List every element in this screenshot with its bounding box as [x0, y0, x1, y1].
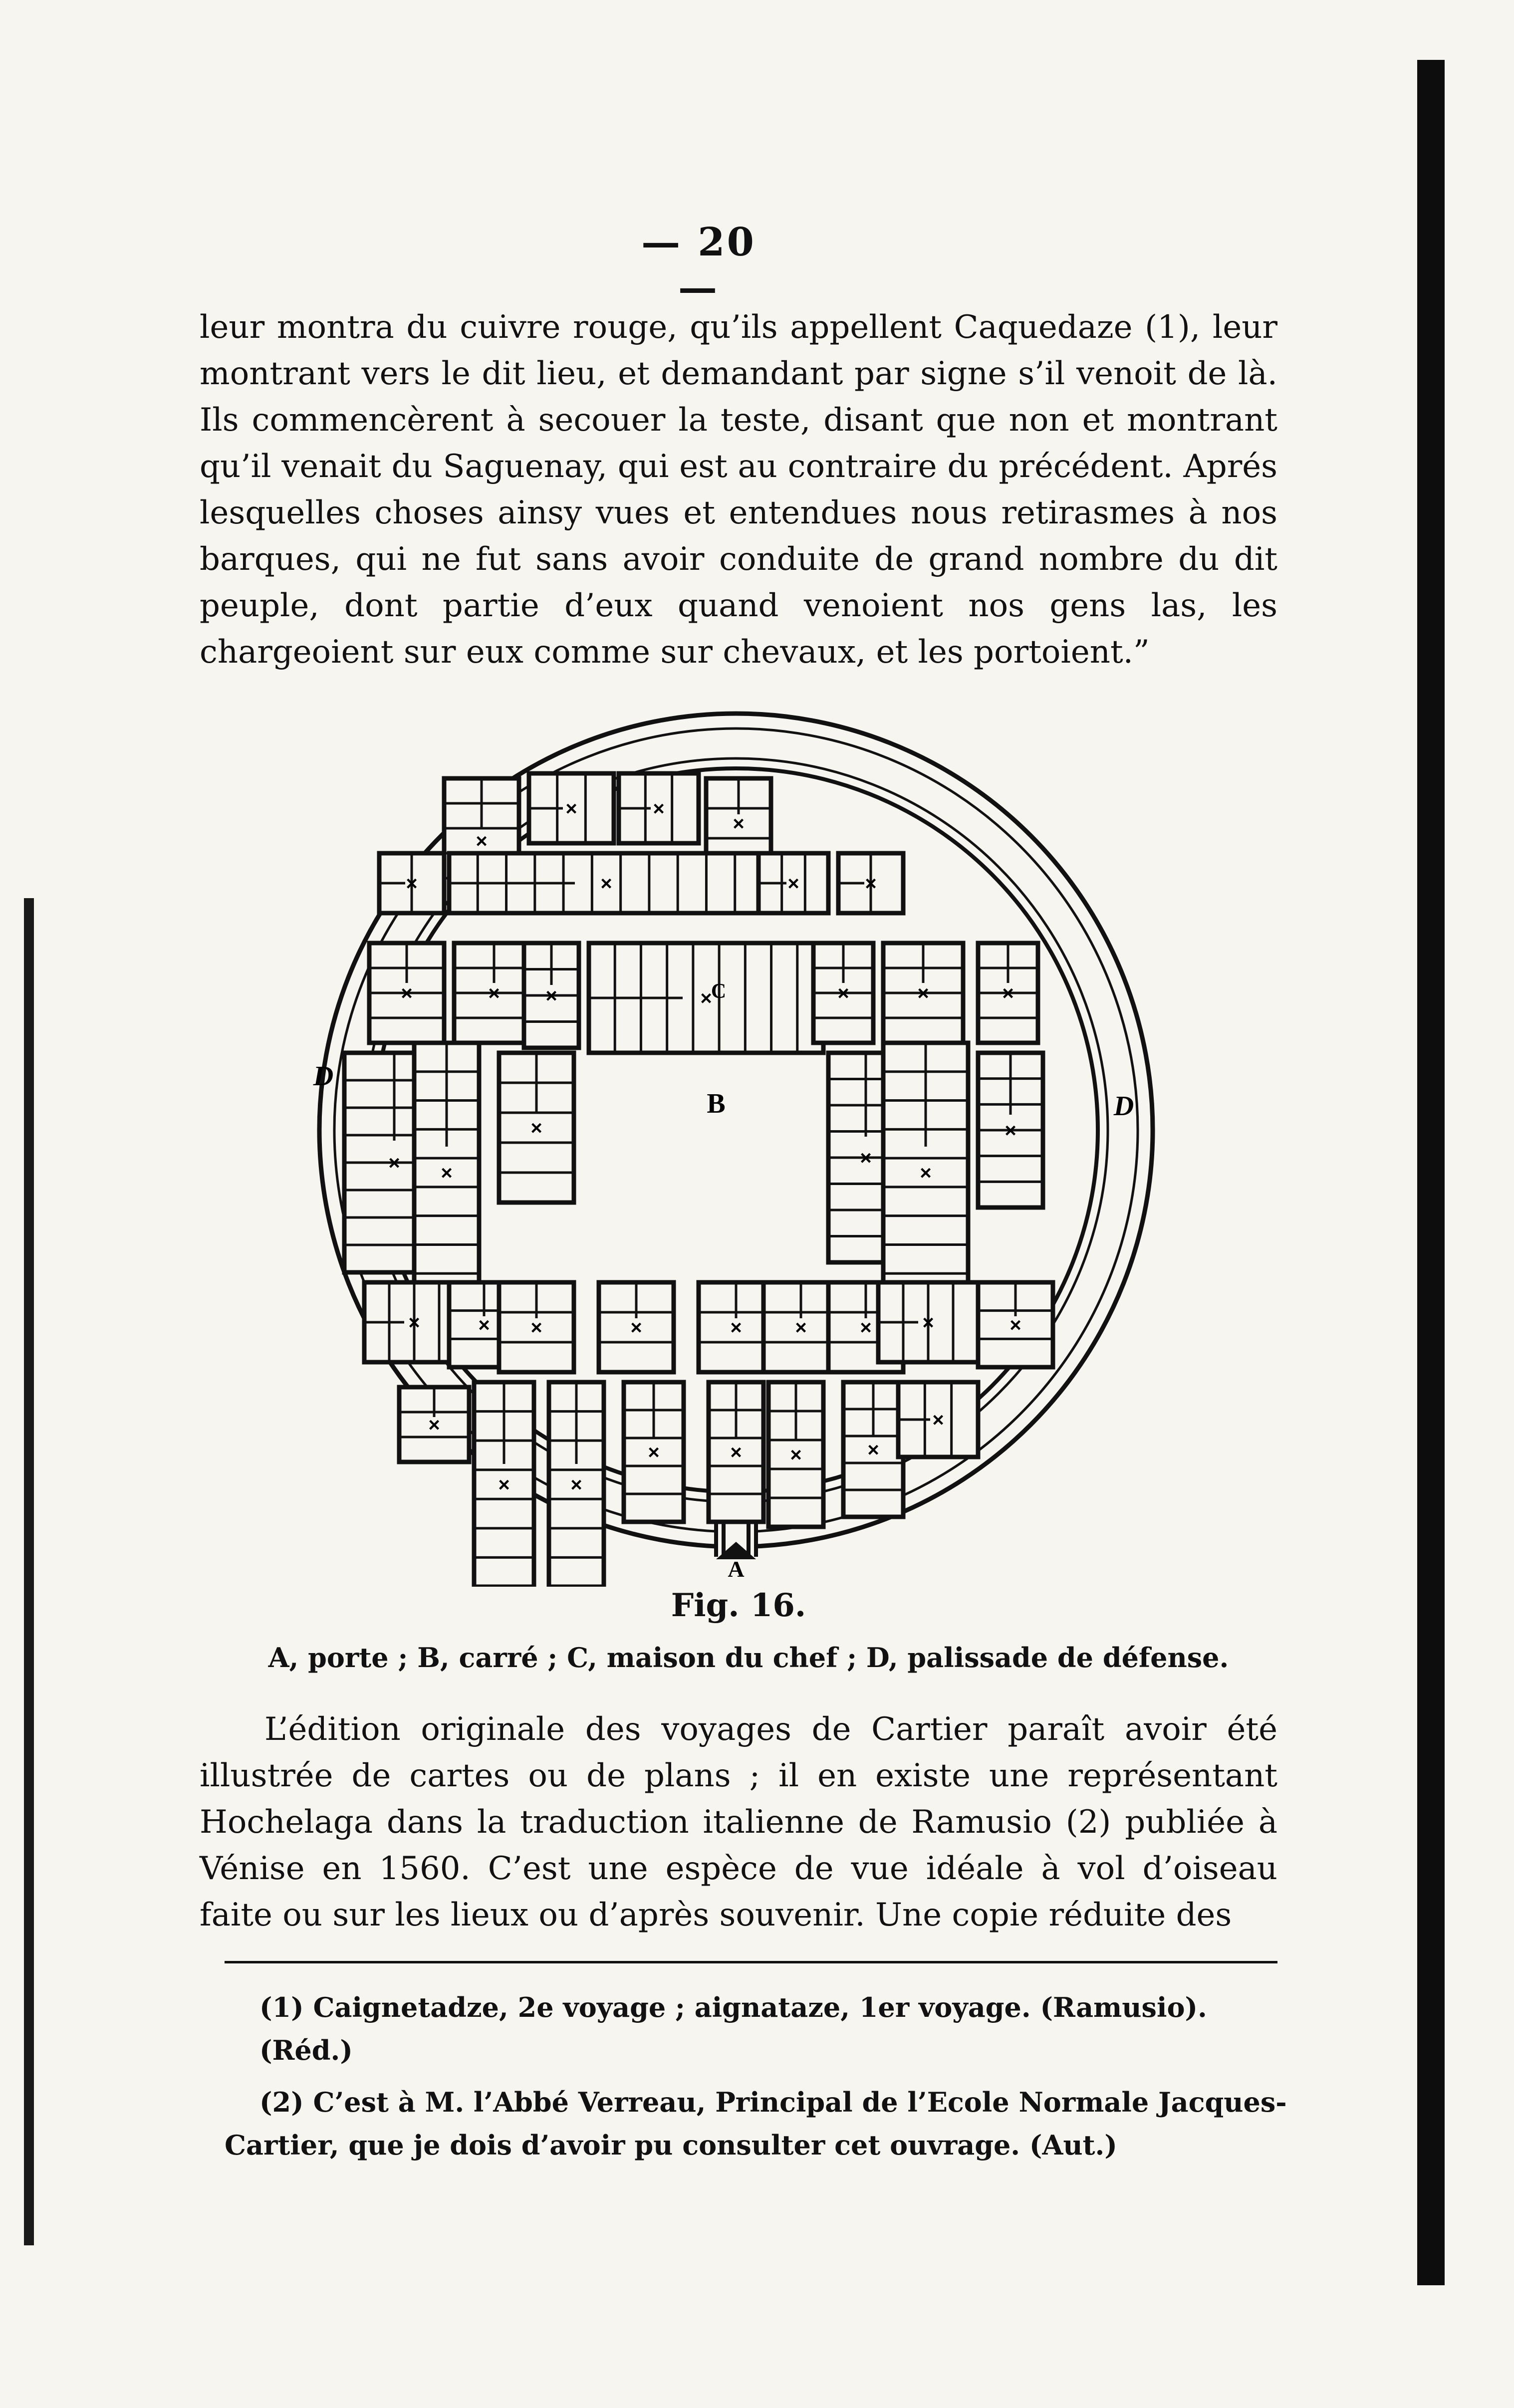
hearth-mark: ×: [730, 1442, 742, 1463]
paragraph-text: leur montra du cuivre rouge, qu’ils appellent Caquedaze (1), leur montrant vers le dit lieu, et demandant par signe s’il venoit de là. Ils commencèrent à secouer la teste, disant que non et montrant qu’il venait du Saguenay, qui est au contraire du précédent. Aprés lesquelles choses ainsy vues et entendues nous retirasmes à nos barques, qui ne fut sans avoir conduite de grand nombre du dit peuple, dont partie d’eux quand venoient nos gens las, les chargeoient sur eux comme sur chevaux, et les portoient.”: [200, 309, 1277, 671]
longhouse: [624, 1382, 684, 1522]
longhouse: [524, 943, 579, 1048]
longhouse: [813, 943, 873, 1043]
hearth-mark: ×: [388, 1152, 400, 1174]
hearth-mark: ×: [570, 1474, 582, 1496]
hearth-mark: ×: [867, 1439, 879, 1461]
hearth-mark: ×: [648, 1442, 660, 1463]
longhouse: [978, 1282, 1053, 1367]
paragraph-bottom: [200, 1706, 1277, 1938]
longhouse: [838, 853, 903, 913]
longhouse: [878, 1282, 978, 1362]
hearth-mark: ×: [700, 987, 712, 1009]
village-plan-diagram: [299, 694, 1173, 1587]
hearth-mark: ×: [401, 982, 413, 1004]
longhouse: [399, 1387, 469, 1462]
hearth-mark: ×: [498, 1474, 510, 1496]
footnote-2: (2) C’est à M. l’Abbé Verreau, Principal de l’Ecole Normale Jacques-Cartier, que je dois d’avoir pu consulter cet ouvrage. (Aut.): [225, 2086, 1287, 2161]
longhouse: [599, 1282, 674, 1372]
hearth-mark: ×: [837, 982, 849, 1004]
hearth-mark: ×: [428, 1414, 440, 1436]
longhouse: [449, 853, 763, 913]
hearth-mark: ×: [795, 1317, 807, 1339]
hearth-mark: ×: [860, 1317, 872, 1339]
longhouse: [589, 943, 823, 1053]
hearth-mark: ×: [441, 1162, 453, 1184]
hearth-mark: ×: [530, 1117, 542, 1139]
label-c-chief-house: C: [711, 980, 727, 1003]
hearth-mark: ×: [787, 873, 799, 895]
hearth-mark: ×: [565, 798, 577, 820]
longhouse: [978, 943, 1038, 1043]
hearth-mark: ×: [922, 1312, 934, 1334]
longhouse: [758, 853, 828, 913]
hearth-mark: ×: [653, 798, 665, 820]
hearth-mark: ×: [860, 1147, 872, 1169]
longhouses: [344, 773, 1053, 1587]
longhouse: [499, 1053, 574, 1203]
longhouse: [379, 853, 444, 913]
hearth-mark: ×: [1002, 982, 1014, 1004]
longhouse: [619, 773, 699, 843]
longhouse: [369, 943, 444, 1043]
hearth-mark: ×: [630, 1317, 642, 1339]
hearth-mark: ×: [1005, 1120, 1016, 1142]
hearth-mark: ×: [600, 873, 612, 895]
label-d-palisade-left: D: [313, 1061, 334, 1092]
hearth-mark: ×: [408, 1312, 420, 1334]
longhouse: [843, 1382, 903, 1517]
longhouse: [883, 1043, 968, 1302]
hearth-mark: ×: [476, 830, 488, 852]
label-b-square: B: [707, 1088, 726, 1119]
footnote-1: (1) Caignetadze, 2e voyage ; aignataze, 1er voyage. (Ramusio). (Réd.): [259, 1991, 1207, 2066]
longhouse: [499, 1282, 574, 1372]
hearth-mark: ×: [790, 1444, 802, 1466]
footnotes: [225, 1986, 1287, 2175]
paragraph-top: [200, 304, 1277, 676]
hearth-mark: ×: [917, 982, 929, 1004]
hearth-mark: ×: [920, 1162, 932, 1184]
hochelaga-plan-figure: [299, 694, 1173, 1587]
hearth-mark: ×: [488, 982, 500, 1004]
scan-binding-edge: [24, 898, 34, 2245]
paragraph-text: L’édition originale des voyages de Cartier paraît avoir été illustrée de cartes ou de plans ; il en existe une représentant Hochelaga dans la traduction italienne de Ramusio (2) publiée à Vénise en 1560. C’est une espèce de vue idéale à vol d’oiseau faite ou sur les lieux ou d’après souvenir. Une copie réduite des: [200, 1711, 1277, 1933]
hearth-mark: ×: [733, 813, 745, 835]
longhouse: [978, 1053, 1043, 1207]
longhouse: [414, 1043, 479, 1302]
label-a-gate: A: [728, 1556, 745, 1582]
hearth-mark: ×: [406, 873, 418, 895]
figure-caption: Fig. 16.: [671, 1587, 806, 1624]
hearth-mark: ×: [932, 1409, 944, 1431]
hearth-mark: ×: [545, 985, 557, 1007]
page-number: — 20 —: [641, 220, 756, 310]
longhouse: [709, 1382, 763, 1522]
footnote-rule: [225, 1961, 1277, 1963]
hearth-mark: ×: [478, 1314, 490, 1336]
hearth-mark: ×: [865, 873, 877, 895]
longhouse: [768, 1382, 823, 1527]
hearth-mark: ×: [530, 1317, 542, 1339]
figure-legend: A, porte ; B, carré ; C, maison du chef ; D, palissade de défense.: [268, 1642, 1229, 1674]
longhouse: [474, 1382, 534, 1587]
label-d-palisade-right: D: [1113, 1091, 1134, 1122]
longhouse: [549, 1382, 604, 1587]
scan-edge-shadow: [1417, 60, 1445, 2285]
hearth-mark: ×: [1009, 1314, 1021, 1336]
longhouse: [898, 1382, 978, 1457]
longhouse: [883, 943, 963, 1043]
longhouse: [529, 773, 614, 843]
hearth-mark: ×: [730, 1317, 742, 1339]
